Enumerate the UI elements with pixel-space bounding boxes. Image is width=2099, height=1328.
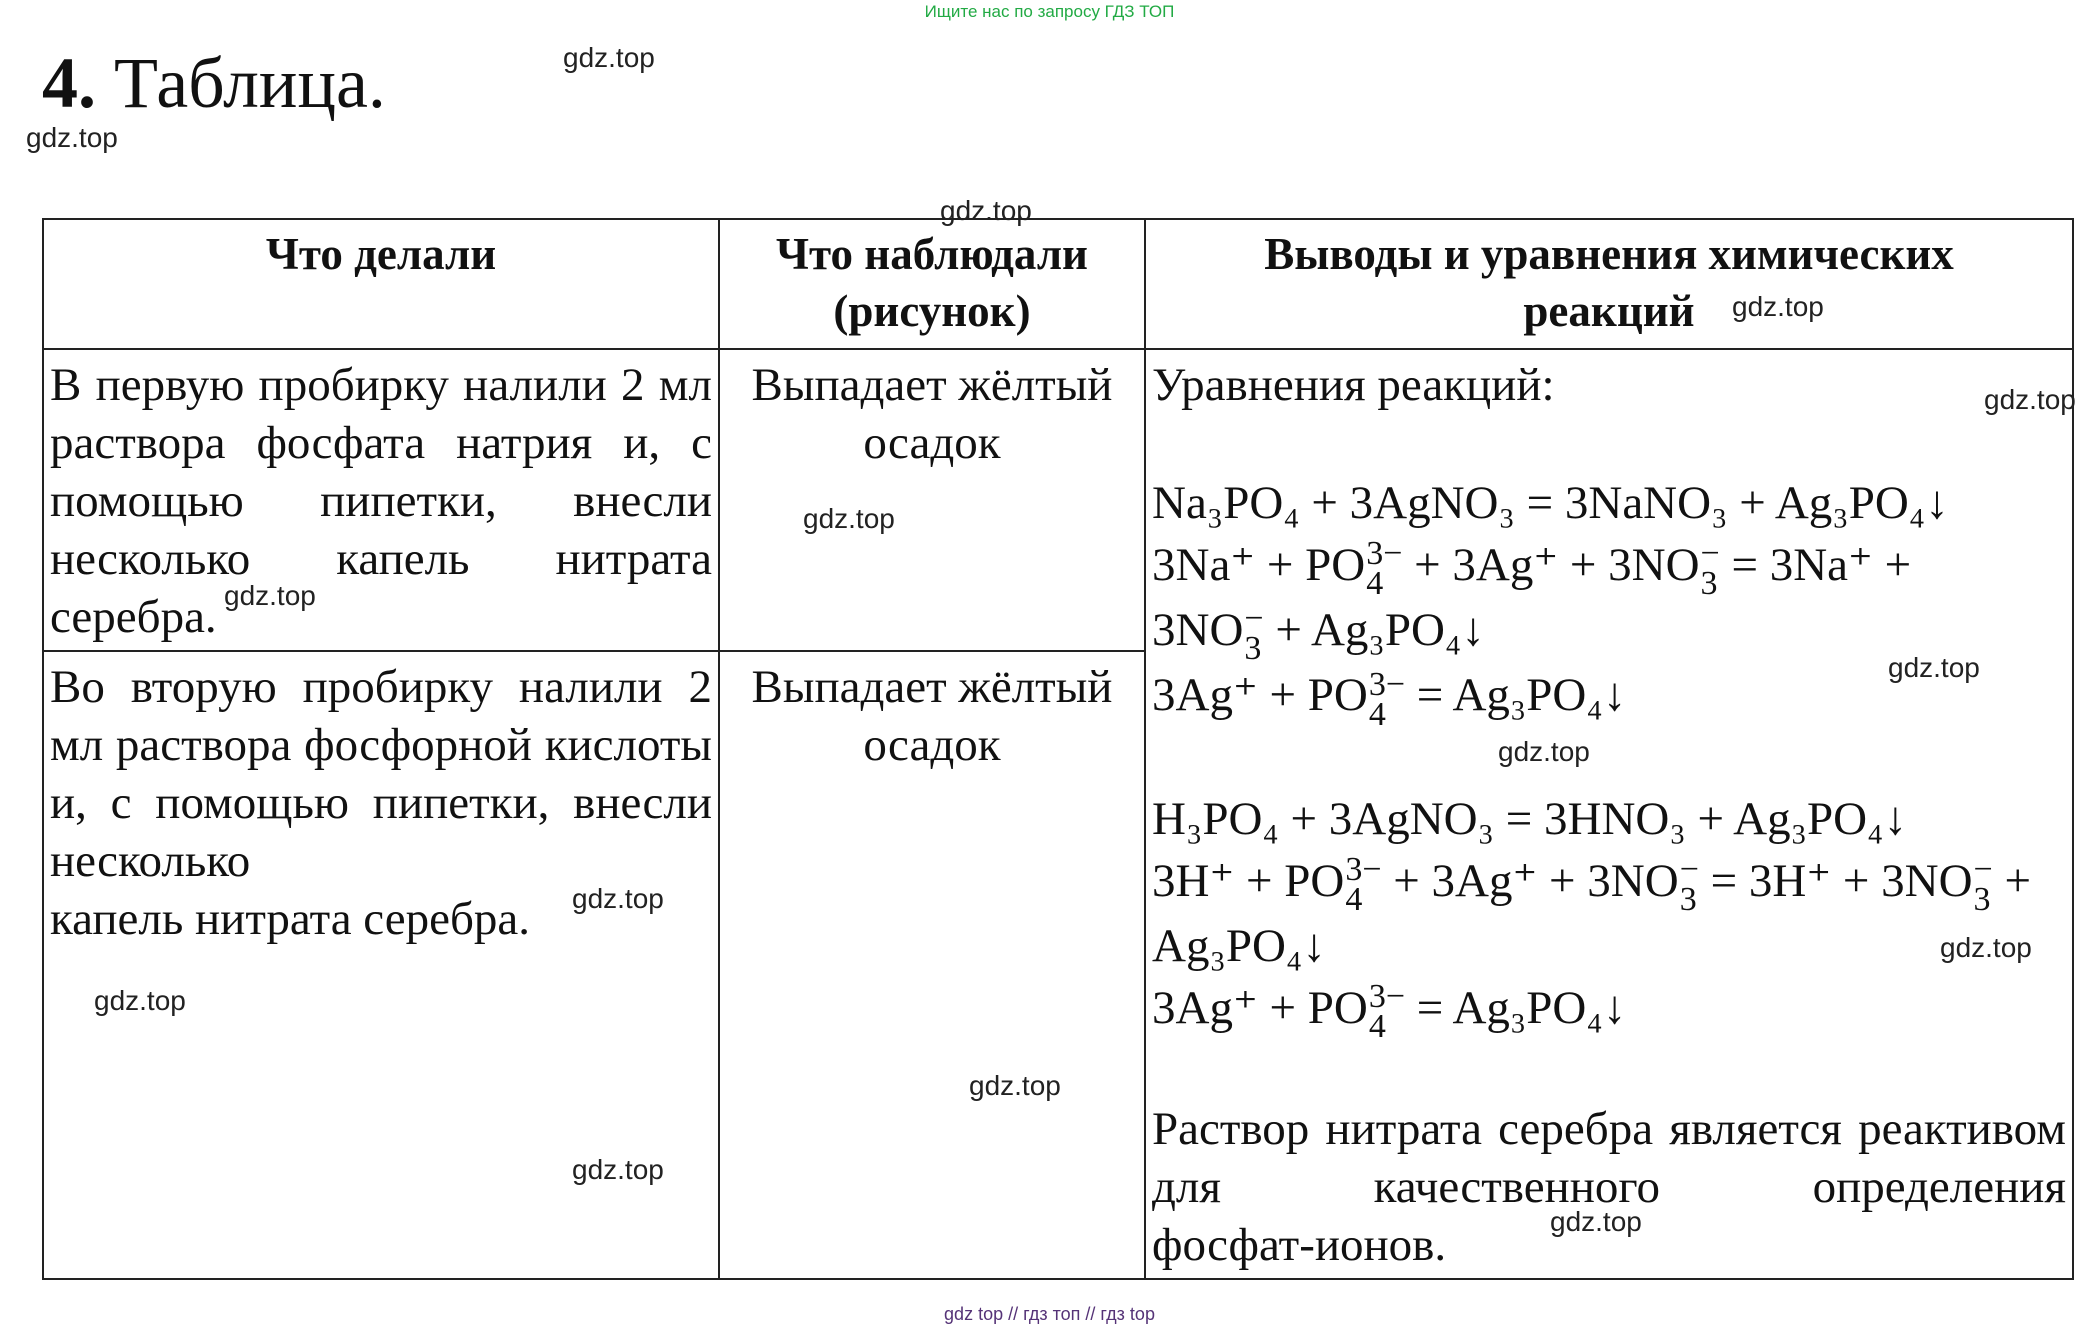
po4-ion-charge: 3− 4: [1368, 978, 1406, 1046]
eq2-ionic-part-d: +: [2004, 854, 2031, 907]
title-number: 4.: [42, 43, 96, 123]
page-title: [42, 44, 386, 123]
conclusions-heading: Уравнения реакций:: [1152, 359, 1555, 411]
header-conclusions-line2: реакций: [1523, 286, 1695, 336]
row2-observed-text: Выпадает жёлтый осадок: [751, 661, 1113, 771]
experiment-table: [42, 218, 2074, 1280]
watermark: gdz.top: [1984, 384, 2076, 415]
final-conclusion-last: фосфат-ионов.: [1152, 1219, 1447, 1272]
po4-ion-charge: 3− 4: [1345, 850, 1382, 918]
watermark: gdz.top: [1940, 932, 2032, 963]
eq1-ionic-part-a: 3Na⁺ + PO: [1152, 539, 1366, 591]
header-conclusions-line1: Выводы и уравнения химических: [1264, 229, 1954, 279]
eq2-short-part-b: = Ag₃PO₄↓: [1405, 981, 1627, 1034]
eq2-ionic: [1152, 850, 2066, 918]
title-text: Таблица.: [114, 43, 386, 123]
eq1-ionic: [1152, 534, 2066, 603]
eq1-ionic-part-c: = 3Na⁺ +: [1731, 539, 1912, 591]
header-observed: [719, 219, 1145, 349]
row1-what-done: [43, 349, 719, 651]
eq1-ionic-part-e: + Ag₃PO₄↓: [1275, 604, 1485, 657]
watermark: gdz.top: [224, 580, 316, 611]
eq2-ionic-cont: Ag₃PO₄↓: [1152, 919, 1326, 972]
table-header-row: [43, 219, 2073, 349]
eq1-ionic-part-d: 3NO: [1152, 604, 1244, 657]
no3-ion-charge: − 3: [1244, 600, 1264, 668]
eq1-short-part-a: 3Ag⁺ + PO: [1152, 669, 1368, 722]
eq2-ionic-part-b: + 3Ag⁺ + 3NO: [1393, 854, 1679, 907]
top-search-note: Ищите нас по запросу ГДЗ ТОП: [924, 2, 1175, 21]
watermark: gdz.top: [1732, 291, 1824, 322]
row1-did: В первую пробирку налили 2 мл раствора фосфата натрия и, с помощью пипетки, внесли несколько капель нитрата: [50, 359, 712, 585]
eq2-molecular: H₃PO₄ + 3AgNO₃ = 3HNO₃ + Ag₃PO₄↓: [1152, 792, 1907, 845]
watermark: gdz.top: [572, 883, 664, 914]
po4-ion-charge: 3− 4: [1368, 665, 1406, 733]
header-observed-line2: (рисунок): [833, 286, 1031, 336]
po4-ion-charge: 3− 4: [1366, 535, 1403, 603]
watermark: gdz.top: [1550, 1206, 1642, 1237]
final-conclusion: [1152, 1100, 2066, 1274]
watermark: gdz.top: [803, 503, 895, 534]
eq1-short-part-b: = Ag₃PO₄↓: [1405, 669, 1627, 722]
footer-links: gdz top // гдз топ // гдз top: [944, 1304, 1155, 1324]
watermark: gdz.top: [1888, 652, 1980, 683]
eq2-short-part-a: 3Ag⁺ + PO: [1152, 981, 1368, 1034]
no3-ion-charge: − 3: [1700, 535, 1720, 603]
row1-observed-text: Выпадает жёлтый осадок: [751, 359, 1113, 469]
table-row: [43, 349, 2073, 651]
row2-did: Во вторую пробирку налили 2 мл раствора фосфорной кислоты и, с помощью пипетки, внесли несколько: [50, 661, 712, 887]
watermark: gdz.top: [969, 1070, 1061, 1101]
eq1-ionic-part-b: + 3Ag⁺ + 3NO: [1414, 539, 1700, 591]
row2-did-last: капель нитрата серебра.: [50, 893, 530, 945]
eq2-ionic-part-a: 3H⁺ + PO: [1152, 854, 1345, 907]
final-conclusion-text: Раствор нитрата серебра является реактивом для качественного определения: [1152, 1103, 2066, 1214]
no3-ion-charge: − 3: [1679, 850, 1699, 918]
header-conclusions: [1145, 219, 2073, 349]
watermark: gdz.top: [940, 195, 1032, 226]
watermark: gdz.top: [26, 122, 118, 153]
header-what-done: Что делали: [43, 219, 719, 349]
watermark: gdz.top: [1498, 736, 1590, 767]
row1-observed: [719, 349, 1145, 651]
watermark: gdz.top: [572, 1154, 664, 1185]
watermark: gdz.top: [94, 985, 186, 1016]
header-observed-line1: Что наблюдали: [776, 229, 1088, 279]
watermark: gdz.top: [563, 42, 655, 73]
row1-what-done-text: [50, 356, 712, 646]
row2-observed: [719, 651, 1145, 1279]
conclusions-cell: [1145, 349, 2073, 1279]
eq1-molecular: Na₃PO₄ + 3AgNO₃ = 3NaNO₃ + Ag₃PO₄↓: [1152, 477, 1949, 529]
row1-did-last: серебра.: [50, 591, 217, 643]
eq2-short-ionic: [1152, 977, 2066, 1046]
no3-ion-charge: − 3: [1973, 850, 1993, 918]
eq2-ionic-part-c: = 3H⁺ + 3NO: [1710, 854, 1973, 907]
